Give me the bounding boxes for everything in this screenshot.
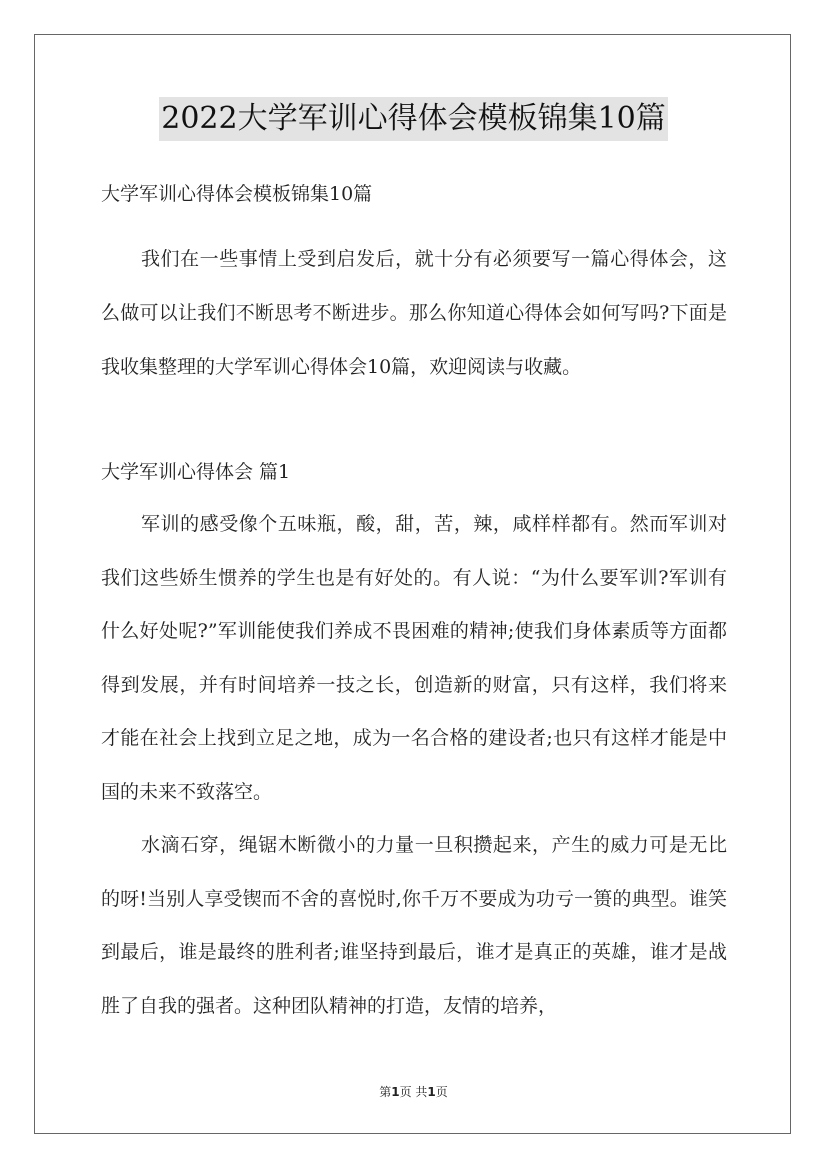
document-body	[101, 176, 727, 1033]
section-title: 大学军训心得体会 篇1	[101, 461, 291, 483]
body-paragraph: 水滴石穿，绳锯木断微小的力量一旦积攒起来，产生的威力可是无比的呀!当别人享受锲而不舍的喜悦时,你千万不要成为功亏一篑的典型。谁笑到最后，谁是最终的胜利者;谁坚持到最后，谁才是真正的英雄，谁才是战胜了自我的强者。这种团队精神的打造，友情的培养，	[101, 834, 727, 1017]
footer-page-number: 1	[391, 1085, 400, 1099]
title-wrap	[0, 97, 827, 141]
section-gap	[101, 394, 727, 454]
document-title: 2022大学军训心得体会模板锦集10篇	[159, 97, 668, 141]
footer-total-suffix: 页	[435, 1085, 448, 1099]
page-footer	[0, 1083, 827, 1100]
intro-paragraph: 我们在一些事情上受到启发后，就十分有必须要写一篇心得体会，这么做可以让我们不断思考不断进步。那么你知道心得体会如何写吗?下面是我收集整理的大学军训心得体会10篇，欢迎阅读与收藏。	[101, 248, 727, 378]
document-subtitle: 大学军训心得体会模板锦集10篇	[101, 183, 373, 205]
footer-total-pages: 1	[427, 1085, 436, 1099]
body-paragraph: 军训的感受像个五味瓶，酸，甜，苦，辣，咸样样都有。然而军训对我们这些娇生惯养的学生也是有好处的。有人说：“为什么要军训?军训有什么好处呢?”军训能使我们养成不畏困难的精神;使我们身体素质等方面都得到发展，并有时间培养一技之长，创造新的财富，只有这样，我们将来才能在社会上找到立足之地，成为一名合格的建设者;也只有这样才能是中国的未来不致落空。	[101, 513, 727, 803]
footer-prefix: 第	[379, 1085, 392, 1099]
footer-page-suffix: 页 共	[399, 1085, 428, 1099]
